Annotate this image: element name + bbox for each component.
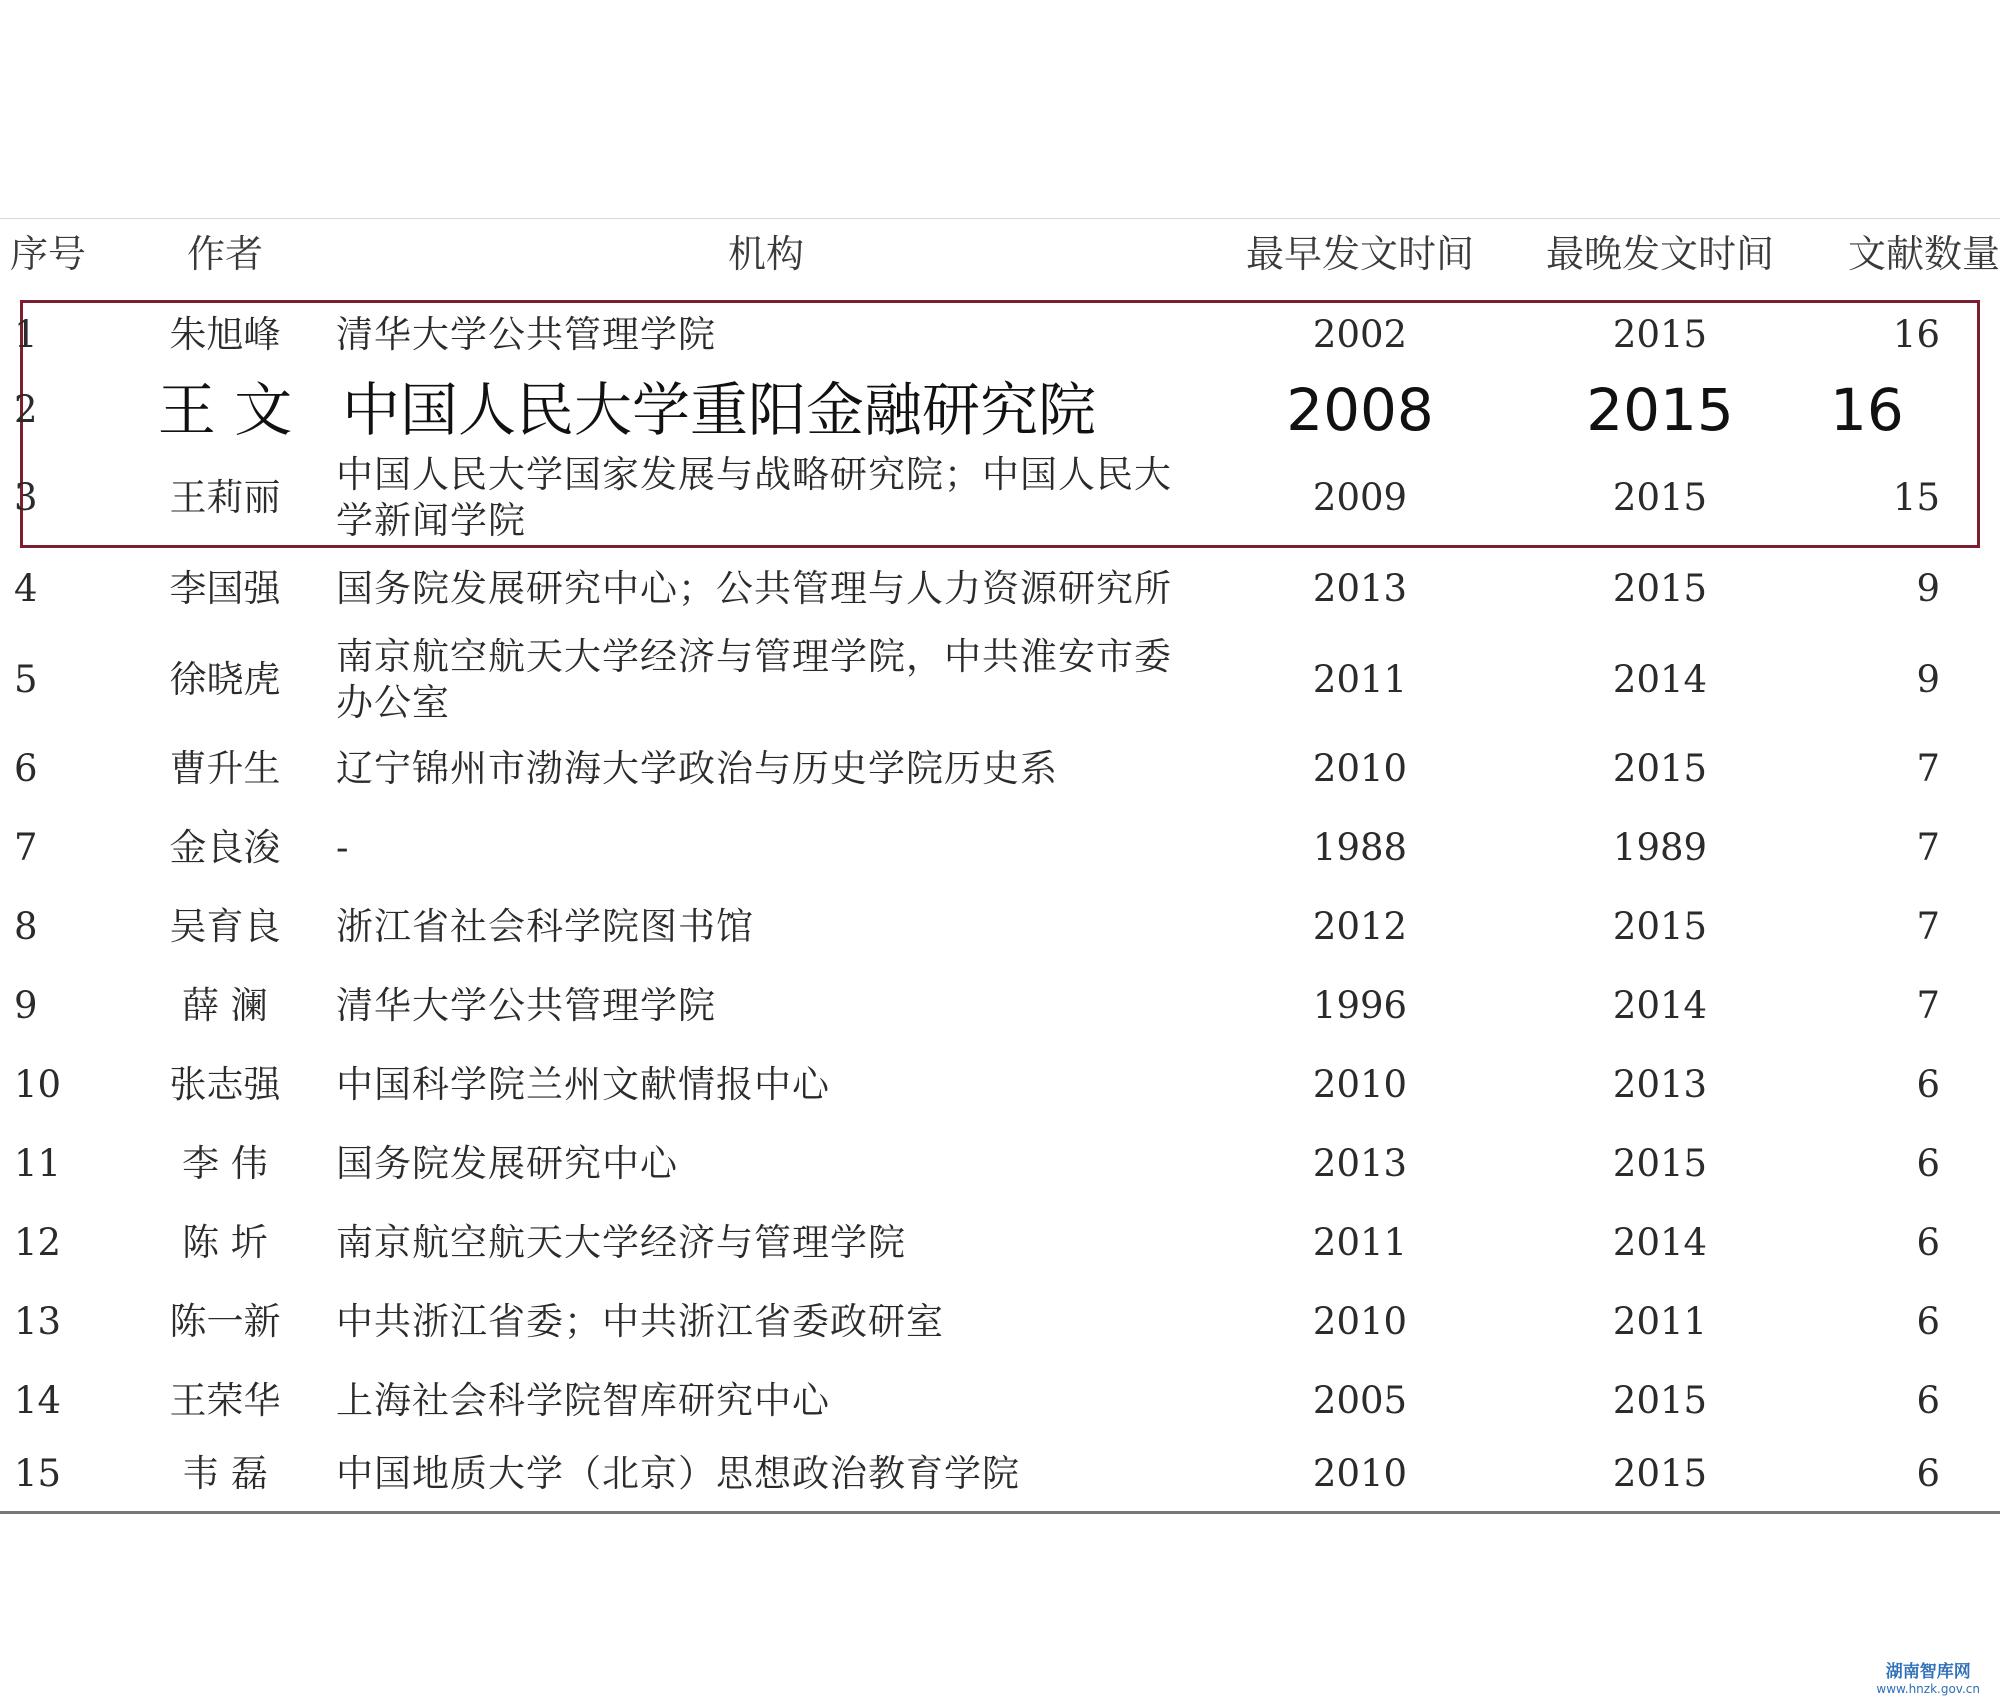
cell-latest: 2015 (1612, 905, 1708, 948)
cell-org (336, 1440, 1216, 1508)
cell-earliest: 2008 (1286, 376, 1434, 444)
header-org: 机构 (727, 232, 804, 276)
cell-latest: 2015 (1612, 476, 1708, 519)
cell-latest: 2015 (1612, 313, 1708, 356)
cell-org-text: 中国人民大学国家发展与战略研究院；中国人民大学新闻学院 (336, 453, 1172, 542)
cell-no: 1 (14, 313, 38, 356)
cell-author: 徐晓虎 (169, 658, 281, 701)
cell-author: 王莉丽 (169, 476, 281, 519)
cell-earliest: 2011 (1312, 658, 1408, 701)
cell-author: 李国强 (169, 567, 281, 610)
cell-author: 薛 澜 (182, 984, 268, 1027)
cell-latest: 2015 (1612, 1452, 1708, 1495)
cell-author: 陈一新 (169, 1300, 281, 1343)
cell-author: 张志强 (169, 1063, 281, 1106)
table-row (0, 730, 2000, 808)
cell-author: 金良浚 (169, 826, 281, 869)
cell-no: 2 (14, 388, 38, 431)
cell-earliest: 2013 (1312, 1142, 1408, 1185)
table-row (0, 1440, 2000, 1508)
cell-earliest: 2010 (1312, 747, 1408, 790)
cell-org (336, 450, 1216, 546)
header-earliest: 最早发文时间 (1245, 232, 1474, 276)
cell-earliest: 2011 (1312, 1221, 1408, 1264)
cell-latest: 2011 (1612, 1300, 1708, 1343)
cell-count: 6 (1916, 1452, 1940, 1495)
cell-no: 8 (14, 905, 38, 948)
cell-org-text: 清华大学公共管理学院 (336, 984, 716, 1027)
table-row (0, 1124, 2000, 1204)
cell-org-text: 辽宁锦州市渤海大学政治与历史学院历史系 (336, 747, 1058, 790)
cell-org (336, 548, 1216, 630)
cell-count: 6 (1916, 1142, 1940, 1185)
table-bottom-rule (0, 1511, 2000, 1514)
cell-earliest: 2002 (1312, 313, 1408, 356)
cell-earliest: 2012 (1312, 905, 1408, 948)
cell-author: 王荣华 (169, 1379, 281, 1422)
table-row (0, 1362, 2000, 1440)
cell-no: 12 (14, 1221, 62, 1264)
cell-no: 11 (14, 1142, 62, 1185)
cell-latest: 2015 (1612, 1142, 1708, 1185)
table-row (0, 1282, 2000, 1362)
header-no: 序号 (10, 232, 87, 276)
cell-no: 5 (14, 658, 38, 701)
cell-org-text: - (336, 826, 350, 869)
cell-count: 15 (1892, 476, 1940, 519)
cell-org (336, 966, 1216, 1046)
cell-count: 7 (1916, 905, 1940, 948)
cell-org-text: 中国科学院兰州文献情报中心 (336, 1063, 830, 1106)
cell-author: 吴育良 (169, 905, 281, 948)
cell-latest: 2015 (1612, 747, 1708, 790)
cell-no: 13 (14, 1300, 62, 1343)
cell-author: 陈 圻 (182, 1221, 268, 1264)
cell-author: 王 文 (157, 376, 293, 444)
cell-latest: 2015 (1586, 376, 1734, 444)
cell-no: 14 (14, 1379, 62, 1422)
cell-org (336, 1046, 1216, 1124)
table-row (0, 300, 2000, 370)
cell-org-text: 中国人民大学重阳金融研究院 (342, 376, 1097, 444)
cell-count: 7 (1916, 747, 1940, 790)
cell-count: 9 (1916, 658, 1940, 701)
site-watermark (1876, 1662, 1980, 1696)
cell-count: 6 (1916, 1063, 1940, 1106)
cell-org (336, 730, 1216, 808)
cell-latest: 1989 (1612, 826, 1708, 869)
cell-org (336, 300, 1216, 370)
watermark-url: www.hnzk.gov.cn (1876, 1682, 1980, 1696)
cell-author: 李 伟 (182, 1142, 268, 1185)
cell-count: 16 (1830, 376, 1904, 444)
cell-earliest: 2010 (1312, 1452, 1408, 1495)
cell-org-text: 南京航空航天大学经济与管理学院，中共淮安市委办公室 (336, 635, 1172, 724)
cell-count: 7 (1916, 984, 1940, 1027)
cell-earliest: 1988 (1312, 826, 1408, 869)
table-row (0, 966, 2000, 1046)
cell-org-text: 国务院发展研究中心；公共管理与人力资源研究所 (336, 567, 1172, 610)
header-latest: 最晚发文时间 (1545, 232, 1774, 276)
cell-author: 曹升生 (169, 747, 281, 790)
cell-org (336, 808, 1216, 888)
cell-earliest: 2010 (1312, 1300, 1408, 1343)
cell-latest: 2014 (1612, 984, 1708, 1027)
cell-latest: 2014 (1612, 658, 1708, 701)
cell-org (342, 370, 1222, 450)
cell-org-text: 清华大学公共管理学院 (336, 313, 716, 356)
cell-no: 10 (14, 1063, 62, 1106)
table-row (0, 888, 2000, 966)
table-header (0, 218, 2000, 290)
cell-org-text: 南京航空航天大学经济与管理学院 (336, 1221, 906, 1264)
cell-earliest: 2010 (1312, 1063, 1408, 1106)
cell-author: 朱旭峰 (169, 313, 281, 356)
cell-org (336, 1362, 1216, 1440)
cell-latest: 2014 (1612, 1221, 1708, 1264)
cell-org (336, 1204, 1216, 1282)
table-row (0, 548, 2000, 630)
cell-org (336, 1282, 1216, 1362)
cell-no: 6 (14, 747, 38, 790)
cell-count: 7 (1916, 826, 1940, 869)
cell-earliest: 1996 (1312, 984, 1408, 1027)
cell-author: 韦 磊 (182, 1452, 268, 1495)
cell-earliest: 2009 (1312, 476, 1408, 519)
cell-count: 6 (1916, 1221, 1940, 1264)
cell-org (336, 1124, 1216, 1204)
cell-org-text: 中国地质大学（北京）思想政治教育学院 (336, 1452, 1020, 1495)
cell-no: 7 (14, 826, 38, 869)
cell-earliest: 2005 (1312, 1379, 1408, 1422)
cell-latest: 2015 (1612, 567, 1708, 610)
table-row (0, 630, 2000, 730)
cell-count: 9 (1916, 567, 1940, 610)
table-row (0, 370, 2000, 450)
cell-latest: 2015 (1612, 1379, 1708, 1422)
cell-no: 9 (14, 984, 38, 1027)
cell-count: 6 (1916, 1300, 1940, 1343)
cell-org-text: 中共浙江省委；中共浙江省委政研室 (336, 1300, 944, 1343)
cell-org-text: 浙江省社会科学院图书馆 (336, 905, 754, 948)
cell-org-text: 国务院发展研究中心 (336, 1142, 678, 1185)
table-row (0, 1204, 2000, 1282)
cell-no: 4 (14, 567, 38, 610)
table-row (0, 808, 2000, 888)
cell-org (336, 630, 1216, 730)
table-row (0, 1046, 2000, 1124)
cell-count: 6 (1916, 1379, 1940, 1422)
cell-no: 15 (14, 1452, 62, 1495)
table-row (0, 450, 2000, 546)
cell-count: 16 (1892, 313, 1940, 356)
watermark-title: 湖南智库网 (1885, 1662, 1971, 1682)
cell-no: 3 (14, 476, 38, 519)
cell-org-text: 上海社会科学院智库研究中心 (336, 1379, 830, 1422)
header-count: 文献数量 (1847, 232, 2000, 276)
header-author: 作者 (186, 232, 263, 276)
cell-org (336, 888, 1216, 966)
cell-latest: 2013 (1612, 1063, 1708, 1106)
cell-earliest: 2013 (1312, 567, 1408, 610)
